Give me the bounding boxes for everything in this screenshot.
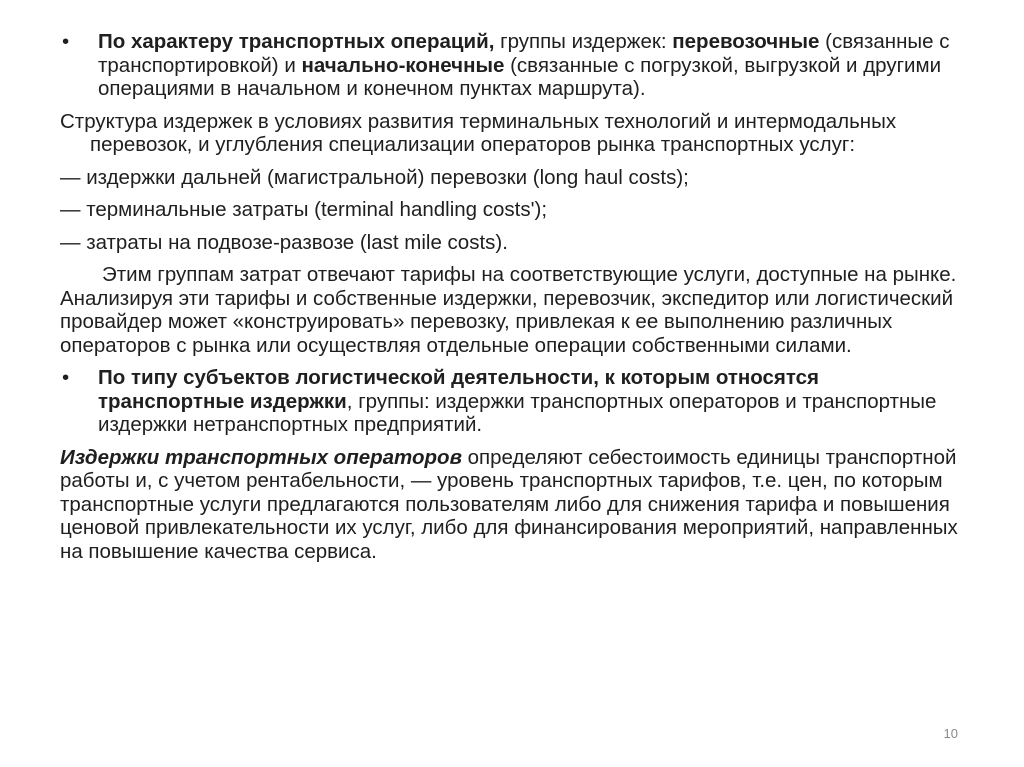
- cost-item-terminal: — терминальные затраты (terminal handling costs');: [60, 198, 548, 221]
- structure-intro: Структура издержек в условиях развития терминальных технологий и интермодальных перевозок, и углубления специализации операторов рынка транспортных услуг:: [60, 109, 897, 156]
- bullet-2-lead: По типу субъектов логистической деятельности, к которым относятся транспортные издержки: [98, 366, 819, 413]
- operators-text: определяют себестоимость единицы транспортной работы и, с учетом рентабельности, — уровень транспортных тарифов, т.е. цен, по которым транспортные услуги предлагаются пользователям либо для снижения тарифа и повышения ценовой привлекательности их услуг, либо для финансирования мероприятий, направленных на повышение качества сервиса.: [60, 445, 958, 563]
- bullet-1-term-terminal: начально-конечные: [301, 53, 505, 77]
- operators-paragraph: [60, 446, 965, 564]
- page-number: 10: [943, 726, 958, 741]
- bullet-transport-operations: [60, 30, 965, 101]
- cost-item-long-haul: — издержки дальней (магистральной) перевозки (long haul costs);: [60, 165, 689, 189]
- tariffs-paragraph: Этим группам затрат отвечают тарифы на соответствующие услуги, доступные на рынке. Анализируя эти тарифы и собственные издержки, перевозчик, экспедитор или логистический провайдер может «конструировать» перевозку, привлекая к ее выполнению различных операторов с рынка или осуществляя отдельные операции собственными силами.: [60, 263, 957, 357]
- bullet-icon: •: [62, 366, 70, 389]
- bullet-1-text-c: (связанные с погрузкой, выгрузкой и другими операциями в начальном и конечном пунктах маршрута).: [98, 53, 942, 100]
- bullet-1-text-b: (связанные с транспортировкой) и: [98, 30, 950, 77]
- bullet-1-term-transport: перевозочные: [672, 30, 820, 53]
- bullet-subject-type: [60, 366, 965, 437]
- bullet-1-text-a: группы издержек:: [494, 30, 673, 53]
- slide-content: [60, 30, 965, 572]
- bullet-2-text: , группы: издержки транспортных операторов и транспортные издержки нетранспортных предприятий.: [98, 389, 937, 436]
- bullet-1-lead: По характеру транспортных операций,: [98, 30, 495, 53]
- bullet-icon: •: [62, 30, 70, 53]
- operators-lead: Издержки транспортных операторов: [60, 445, 462, 469]
- cost-item-last-mile: — затраты на подвозе-развозе (last mile costs).: [60, 230, 508, 254]
